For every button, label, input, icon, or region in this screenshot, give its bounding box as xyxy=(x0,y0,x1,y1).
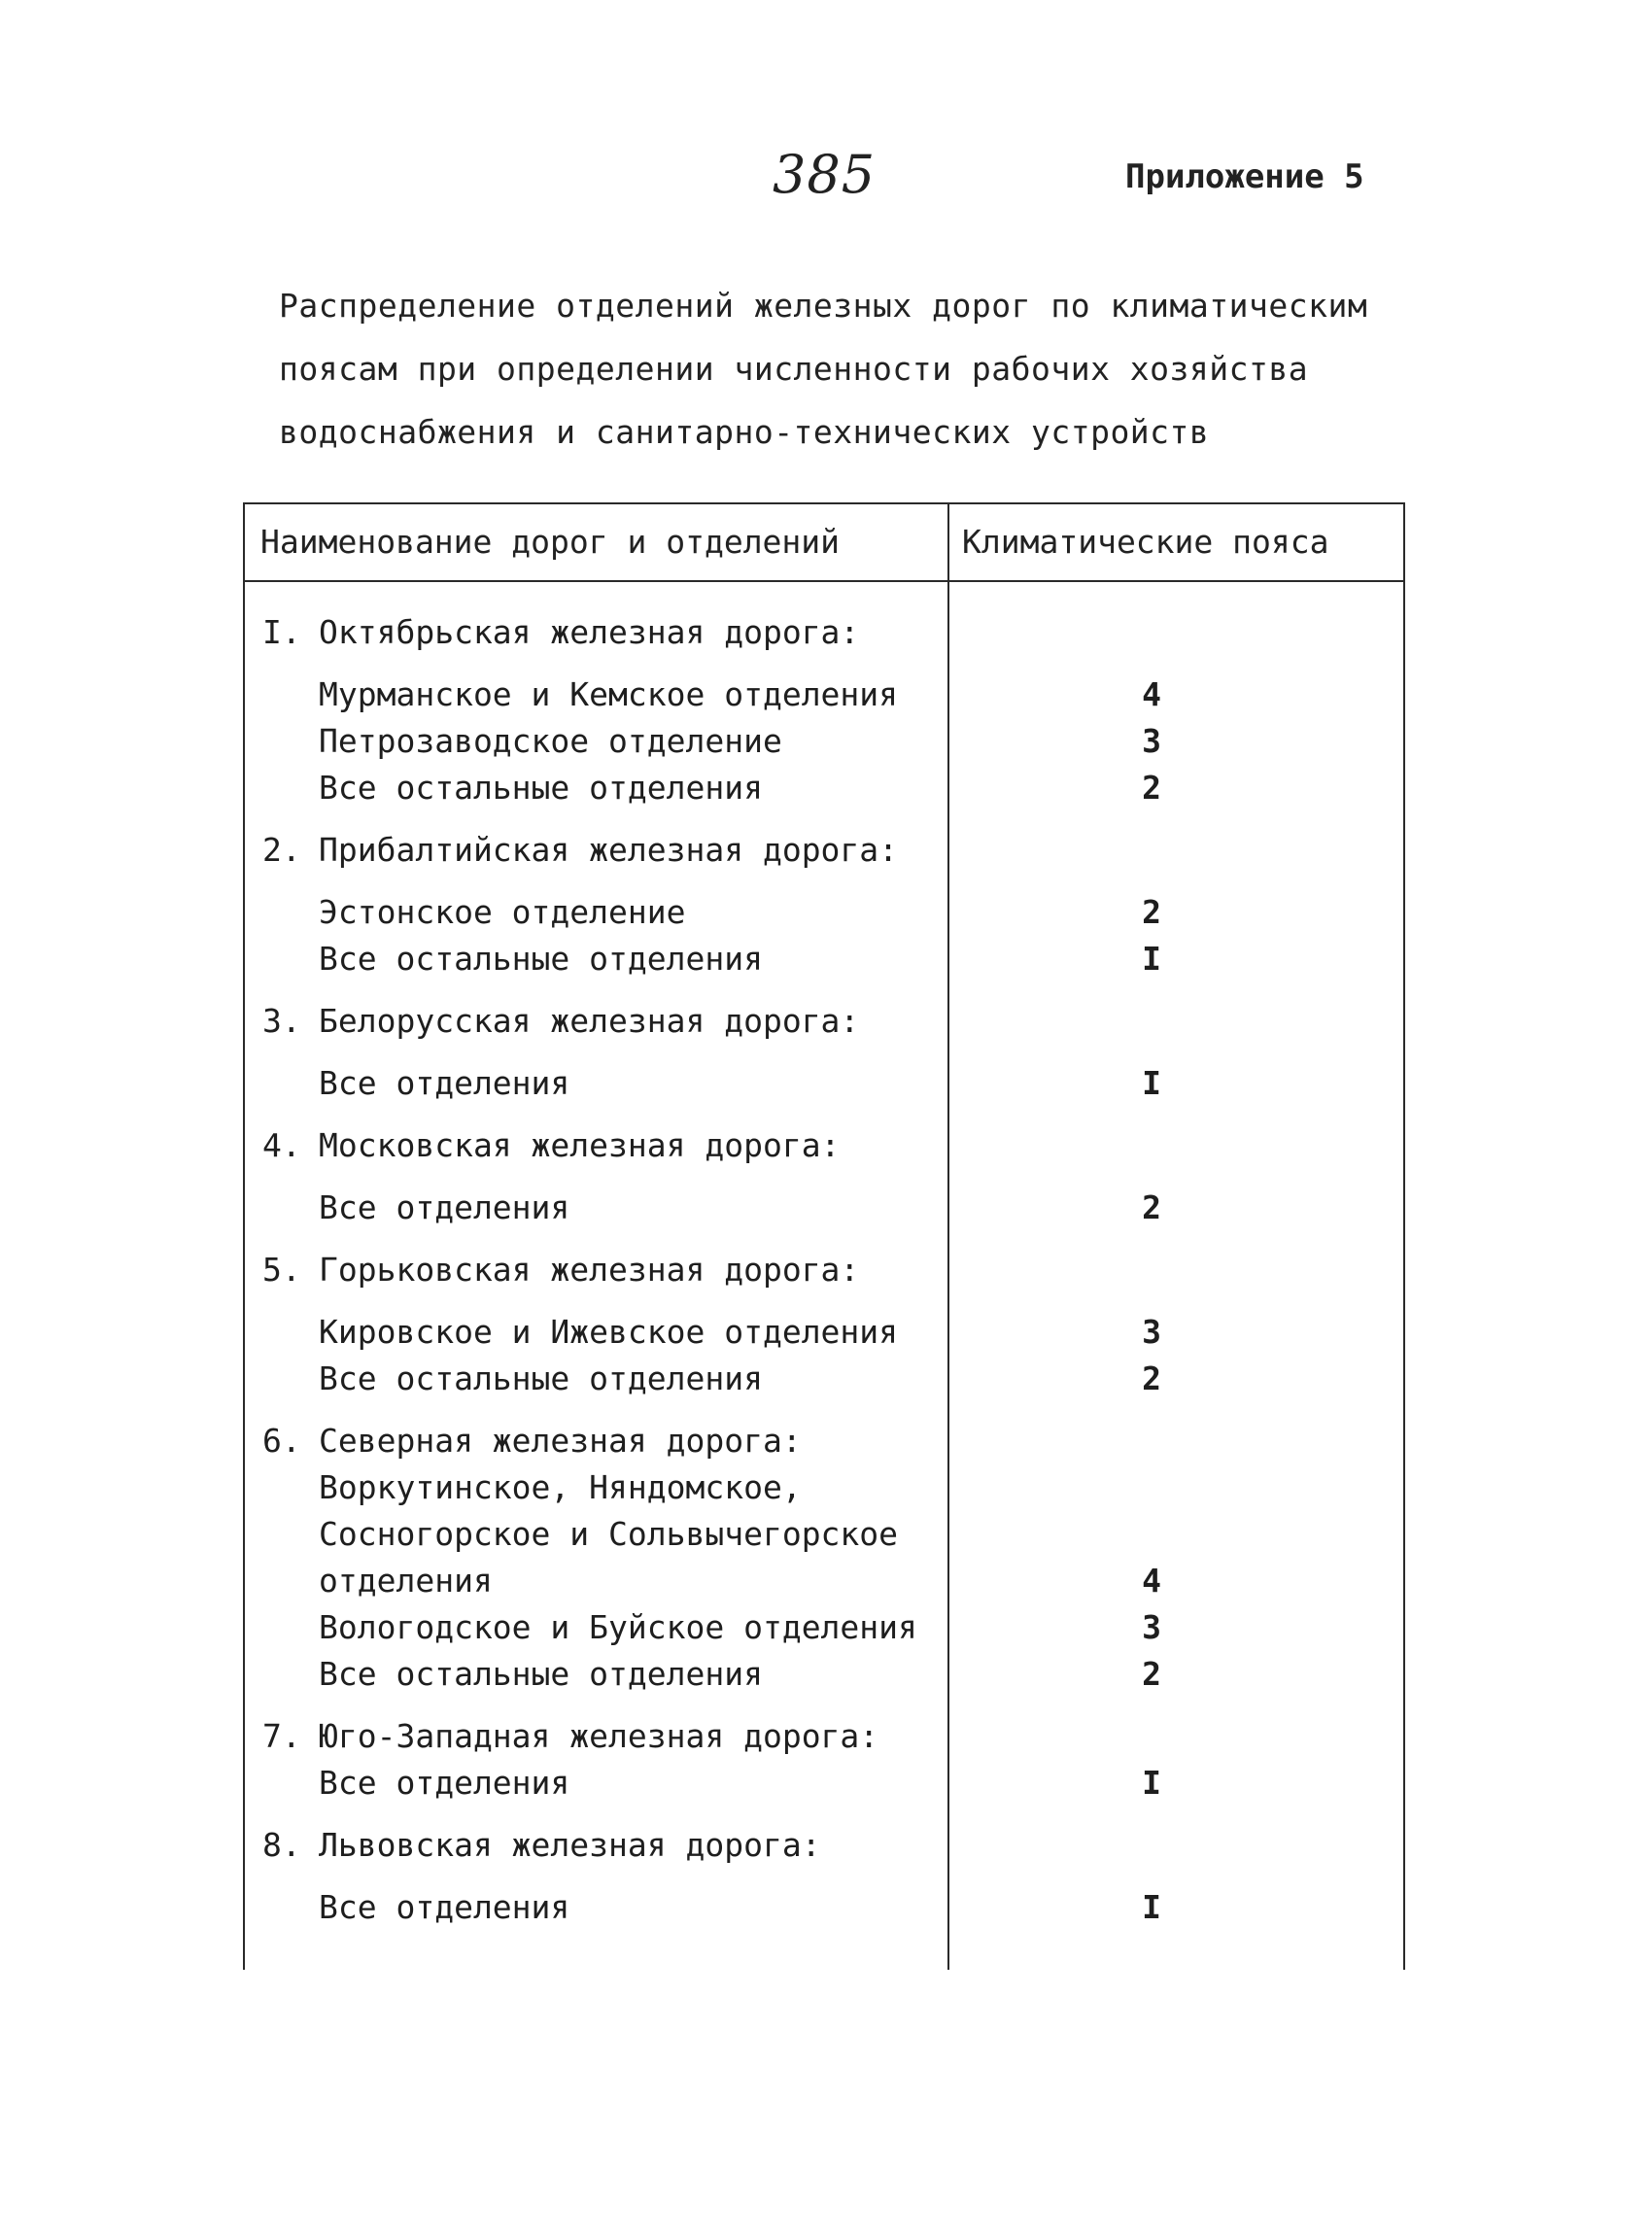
table-row xyxy=(243,1822,1405,1869)
division-name: Мурманское и Кемское отделения xyxy=(319,675,899,713)
column-header-name: Наименование дорог и отделений xyxy=(260,522,841,561)
table-row xyxy=(243,1122,1405,1169)
road-number: I. xyxy=(262,613,301,651)
table-row xyxy=(243,1604,1405,1651)
road-number: 2. xyxy=(262,831,301,869)
table-row xyxy=(243,1185,1405,1231)
climate-belt-value: I xyxy=(1142,1764,1161,1802)
road-name: Юго-Западная железная дорога: xyxy=(319,1717,879,1755)
road-number: 8. xyxy=(262,1826,301,1864)
road-number: 7. xyxy=(262,1717,301,1755)
climate-belt-value: I xyxy=(1142,1888,1161,1926)
table-row xyxy=(243,827,1405,874)
road-name: Прибалтийская железная дорога: xyxy=(319,831,899,869)
table-row xyxy=(243,1511,1405,1558)
climate-belt-value: 2 xyxy=(1142,1359,1161,1397)
climate-belt-value: 2 xyxy=(1142,1188,1161,1226)
division-name: Все остальные отделения xyxy=(319,769,763,807)
climate-belt-value: 2 xyxy=(1142,769,1161,807)
division-name: Все отделения xyxy=(319,1064,570,1102)
table-row xyxy=(243,1651,1405,1698)
table-row xyxy=(243,1060,1405,1107)
table-row xyxy=(243,718,1405,765)
division-name: Все остальные отделения xyxy=(319,940,763,978)
division-name: Все отделения xyxy=(319,1888,570,1926)
division-name: Петрозаводское отделение xyxy=(319,722,782,760)
climate-belt-value: 3 xyxy=(1142,1608,1161,1646)
division-name: Сосногорское и Сольвычегорское xyxy=(319,1515,899,1553)
table-body xyxy=(243,609,1405,1931)
table-row xyxy=(243,1760,1405,1807)
road-name: Московская железная дорога: xyxy=(319,1126,841,1164)
climate-belt-value: 2 xyxy=(1142,1655,1161,1693)
header-bottom-border xyxy=(243,580,1405,582)
road-number: 4. xyxy=(262,1126,301,1164)
climate-belt-value: 4 xyxy=(1142,675,1161,713)
road-name: Белорусская железная дорога: xyxy=(319,1002,860,1040)
column-header-belt: Климатические пояса xyxy=(962,522,1329,561)
table-row xyxy=(243,936,1405,982)
table-row xyxy=(243,1247,1405,1293)
document-title xyxy=(279,274,1406,464)
road-name: Северная железная дорога: xyxy=(319,1422,802,1460)
road-name: Львовская железная дорога: xyxy=(319,1826,821,1864)
table-row xyxy=(243,1464,1405,1511)
road-number: 6. xyxy=(262,1422,301,1460)
table-row xyxy=(243,1418,1405,1464)
climate-belt-value: I xyxy=(1142,1064,1161,1102)
road-number: 3. xyxy=(262,1002,301,1040)
table-row xyxy=(243,671,1405,718)
table-row xyxy=(243,1558,1405,1604)
road-number: 5. xyxy=(262,1251,301,1289)
climate-belt-value: 3 xyxy=(1142,722,1161,760)
climate-belt-value: I xyxy=(1142,940,1161,978)
division-name: Эстонское отделение xyxy=(319,893,686,931)
table-row xyxy=(243,889,1405,936)
table-row xyxy=(243,1356,1405,1402)
appendix-label: Приложение 5 xyxy=(1125,157,1364,196)
title-line-3: водоснабжения и санитарно-технических устройств xyxy=(279,413,1210,451)
table-row xyxy=(243,998,1405,1045)
table-row xyxy=(243,1713,1405,1760)
table-row xyxy=(243,609,1405,656)
table-row xyxy=(243,765,1405,811)
table-row xyxy=(243,1309,1405,1356)
climate-belt-table xyxy=(243,502,1405,1970)
division-name: Кировское и Ижевское отделения xyxy=(319,1313,899,1351)
climate-belt-value: 3 xyxy=(1142,1313,1161,1351)
division-name: Все остальные отделения xyxy=(319,1359,763,1397)
road-name: Октябрьская железная дорога: xyxy=(319,613,860,651)
division-name: Все остальные отделения xyxy=(319,1655,763,1693)
road-name: Горьковская железная дорога: xyxy=(319,1251,860,1289)
climate-belt-value: 4 xyxy=(1142,1562,1161,1600)
climate-belt-value: 2 xyxy=(1142,893,1161,931)
table-row xyxy=(243,1884,1405,1931)
division-name: отделения xyxy=(319,1562,493,1600)
title-line-1: Распределение отделений железных дорог по климатическим xyxy=(279,287,1368,325)
division-name: Все отделения xyxy=(319,1764,570,1802)
page-number: 385 xyxy=(773,144,877,205)
division-name: Воркутинское, Няндомское, xyxy=(319,1468,802,1506)
title-line-2: поясам при определении численности рабочих хозяйства xyxy=(279,350,1309,388)
division-name: Все отделения xyxy=(319,1188,570,1226)
division-name: Вологодское и Буйское отделения xyxy=(319,1608,917,1646)
